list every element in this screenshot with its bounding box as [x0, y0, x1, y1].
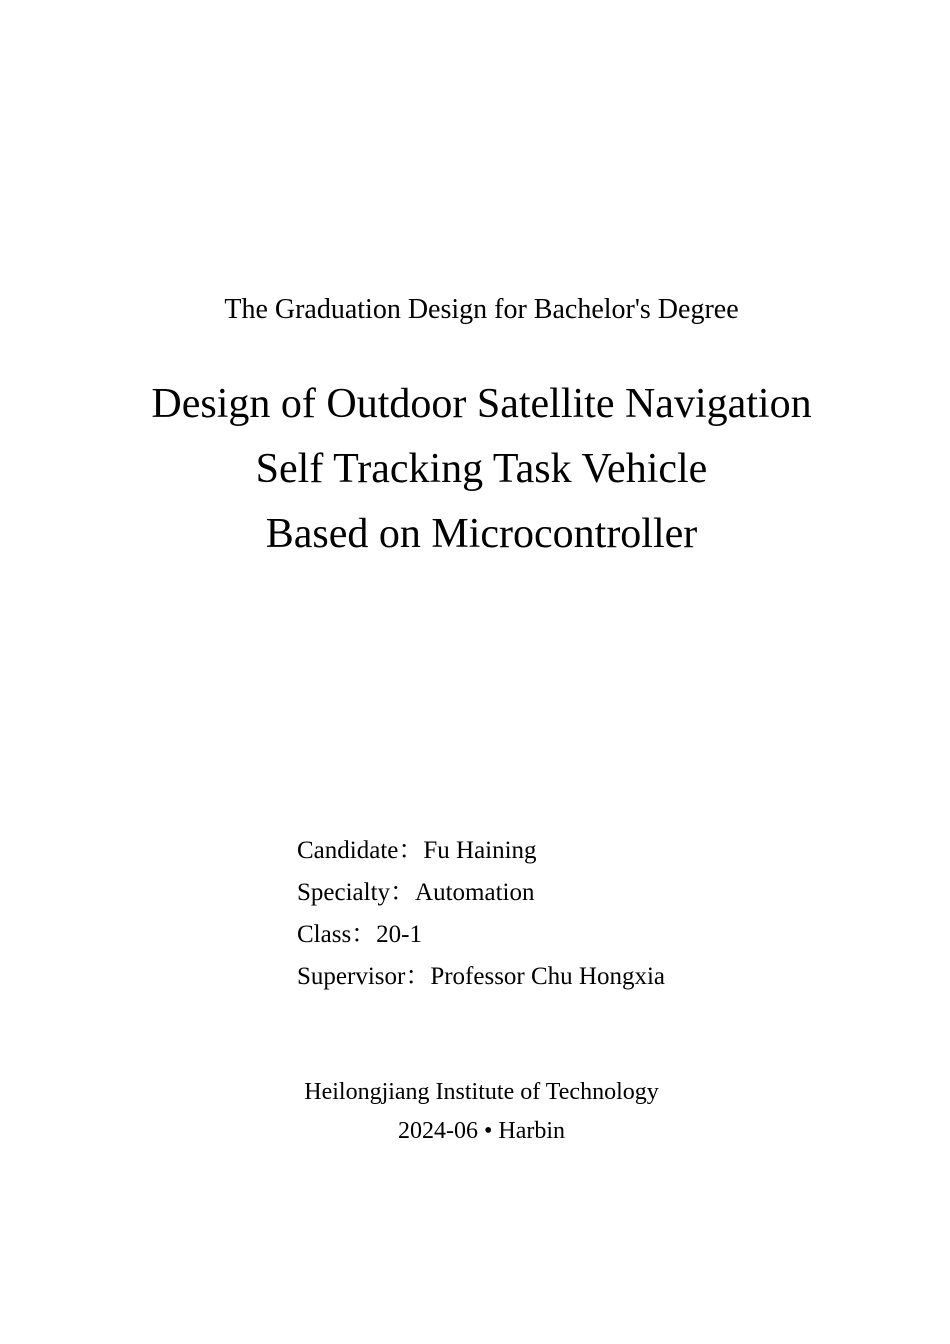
supervisor-line: Supervisor：Professor Chu Hongxia	[297, 963, 666, 990]
specialty-line: Specialty：Automation	[297, 879, 535, 906]
candidate-line: Candidate：Fu Haining	[297, 837, 537, 864]
author-info	[297, 830, 665, 998]
date-place: 2024-06 • Harbin	[397, 1118, 566, 1144]
degree-subtitle: The Graduation Design for Bachelor's Degree	[224, 294, 739, 325]
institution-name: Heilongjiang Institute of Technology	[304, 1079, 659, 1105]
institution-info	[0, 1073, 950, 1151]
class-line: Class：20-1	[297, 921, 423, 948]
title-line-1: Design of Outdoor Satellite Navigation	[151, 381, 812, 427]
title-line-3: Based on Microcontroller	[265, 511, 698, 557]
thesis-title	[0, 372, 950, 567]
title-line-2: Self Tracking Task Vehicle	[255, 446, 708, 492]
